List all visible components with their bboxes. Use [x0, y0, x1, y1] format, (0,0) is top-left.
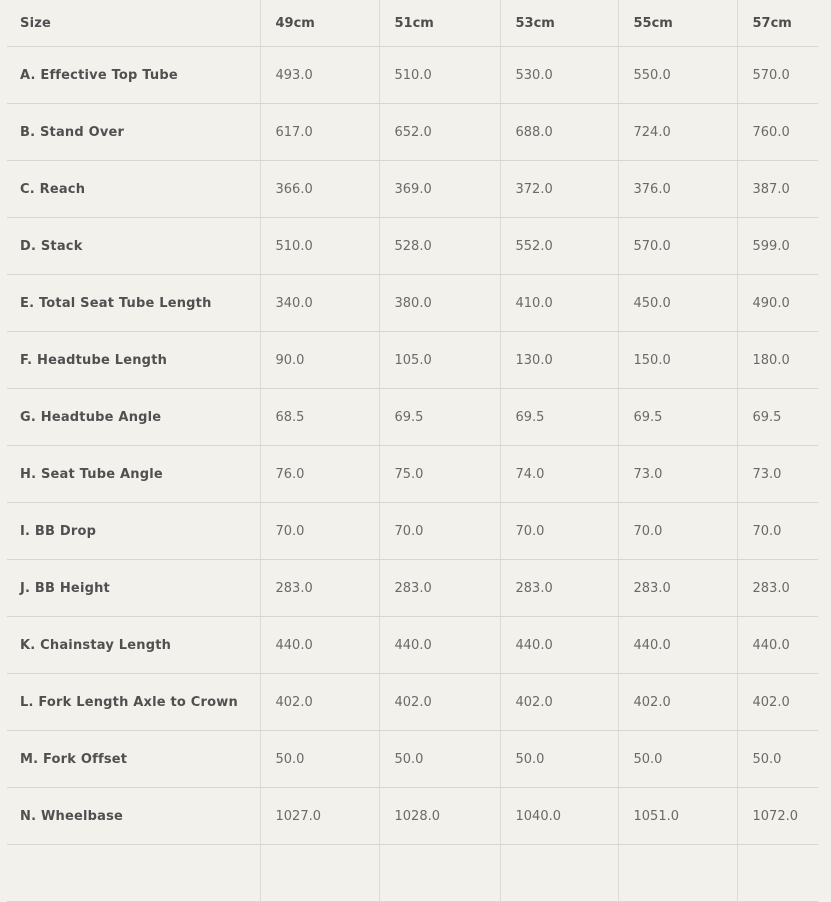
cell-value: 550.0	[618, 47, 737, 104]
cell-value: 372.0	[500, 161, 618, 218]
row-label: E. Total Seat Tube Length	[7, 275, 260, 332]
cell-value: 105.0	[379, 332, 500, 389]
geometry-table-body	[7, 47, 818, 902]
cell-value: 450.0	[618, 275, 737, 332]
cell-value: 69.5	[500, 389, 618, 446]
header-row	[7, 0, 818, 47]
cell-value: 73.0	[618, 446, 737, 503]
cell-value: 68.5	[260, 389, 379, 446]
cell-value: 724.0	[618, 104, 737, 161]
empty-cell	[260, 845, 379, 902]
cell-value: 402.0	[260, 674, 379, 731]
cell-value: 387.0	[737, 161, 818, 218]
header-55cm: 55cm	[618, 0, 737, 47]
cell-value: 73.0	[737, 446, 818, 503]
empty-cell	[379, 845, 500, 902]
cell-value: 617.0	[260, 104, 379, 161]
cell-value: 50.0	[618, 731, 737, 788]
cell-value: 552.0	[500, 218, 618, 275]
cell-value: 760.0	[737, 104, 818, 161]
cell-value: 570.0	[737, 47, 818, 104]
cell-value: 1072.0	[737, 788, 818, 845]
cell-value: 369.0	[379, 161, 500, 218]
cell-value: 380.0	[379, 275, 500, 332]
row-label: J. BB Height	[7, 560, 260, 617]
cell-value: 510.0	[379, 47, 500, 104]
cell-value: 70.0	[260, 503, 379, 560]
header-49cm: 49cm	[260, 0, 379, 47]
cell-value: 440.0	[379, 617, 500, 674]
geometry-table	[7, 0, 818, 902]
table-row	[7, 731, 818, 788]
cell-value: 50.0	[260, 731, 379, 788]
cell-value: 376.0	[618, 161, 737, 218]
cell-value: 70.0	[618, 503, 737, 560]
cell-value: 69.5	[737, 389, 818, 446]
cell-value: 410.0	[500, 275, 618, 332]
row-label: H. Seat Tube Angle	[7, 446, 260, 503]
header-57cm: 57cm	[737, 0, 818, 47]
cell-value: 70.0	[500, 503, 618, 560]
table-row	[7, 161, 818, 218]
cell-value: 440.0	[618, 617, 737, 674]
cell-value: 366.0	[260, 161, 379, 218]
table-row	[7, 560, 818, 617]
cell-value: 440.0	[500, 617, 618, 674]
cell-value: 510.0	[260, 218, 379, 275]
cell-value: 74.0	[500, 446, 618, 503]
row-label: M. Fork Offset	[7, 731, 260, 788]
cell-value: 50.0	[500, 731, 618, 788]
cell-value: 69.5	[379, 389, 500, 446]
cell-value: 70.0	[737, 503, 818, 560]
cell-value: 283.0	[379, 560, 500, 617]
table-row	[7, 389, 818, 446]
cell-value: 402.0	[737, 674, 818, 731]
table-row	[7, 332, 818, 389]
table-row	[7, 503, 818, 560]
row-label: C. Reach	[7, 161, 260, 218]
cell-value: 493.0	[260, 47, 379, 104]
header-51cm: 51cm	[379, 0, 500, 47]
cell-value: 599.0	[737, 218, 818, 275]
row-label: I. BB Drop	[7, 503, 260, 560]
cell-value: 150.0	[618, 332, 737, 389]
cell-value: 1040.0	[500, 788, 618, 845]
cell-value: 283.0	[737, 560, 818, 617]
cell-value: 1027.0	[260, 788, 379, 845]
cell-value: 440.0	[737, 617, 818, 674]
cell-value: 180.0	[737, 332, 818, 389]
cell-value: 130.0	[500, 332, 618, 389]
cell-value: 69.5	[618, 389, 737, 446]
row-label: N. Wheelbase	[7, 788, 260, 845]
cell-value: 1051.0	[618, 788, 737, 845]
table-row	[7, 617, 818, 674]
table-row	[7, 446, 818, 503]
row-label: F. Headtube Length	[7, 332, 260, 389]
empty-cell	[500, 845, 618, 902]
cell-value: 50.0	[737, 731, 818, 788]
table-row	[7, 674, 818, 731]
cell-value: 76.0	[260, 446, 379, 503]
cell-value: 402.0	[379, 674, 500, 731]
cell-value: 402.0	[618, 674, 737, 731]
cell-value: 688.0	[500, 104, 618, 161]
table-row	[7, 788, 818, 845]
empty-cell	[618, 845, 737, 902]
table-row-continuation	[7, 845, 818, 902]
table-row	[7, 275, 818, 332]
cell-value: 50.0	[379, 731, 500, 788]
cell-value: 402.0	[500, 674, 618, 731]
header-53cm: 53cm	[500, 0, 618, 47]
row-label: K. Chainstay Length	[7, 617, 260, 674]
cell-value: 90.0	[260, 332, 379, 389]
row-label: A. Effective Top Tube	[7, 47, 260, 104]
cell-value: 490.0	[737, 275, 818, 332]
cell-value: 283.0	[260, 560, 379, 617]
table-row	[7, 104, 818, 161]
cell-value: 570.0	[618, 218, 737, 275]
cell-value: 530.0	[500, 47, 618, 104]
row-label: D. Stack	[7, 218, 260, 275]
cell-value: 70.0	[379, 503, 500, 560]
table-row	[7, 218, 818, 275]
header-size: Size	[7, 0, 260, 47]
table-row	[7, 47, 818, 104]
cell-value: 440.0	[260, 617, 379, 674]
row-label: L. Fork Length Axle to Crown	[7, 674, 260, 731]
cell-value: 1028.0	[379, 788, 500, 845]
empty-cell	[737, 845, 818, 902]
row-label: G. Headtube Angle	[7, 389, 260, 446]
row-label: B. Stand Over	[7, 104, 260, 161]
cell-value: 283.0	[618, 560, 737, 617]
cell-value: 340.0	[260, 275, 379, 332]
cell-value: 283.0	[500, 560, 618, 617]
empty-cell	[7, 845, 260, 902]
cell-value: 75.0	[379, 446, 500, 503]
cell-value: 528.0	[379, 218, 500, 275]
cell-value: 652.0	[379, 104, 500, 161]
